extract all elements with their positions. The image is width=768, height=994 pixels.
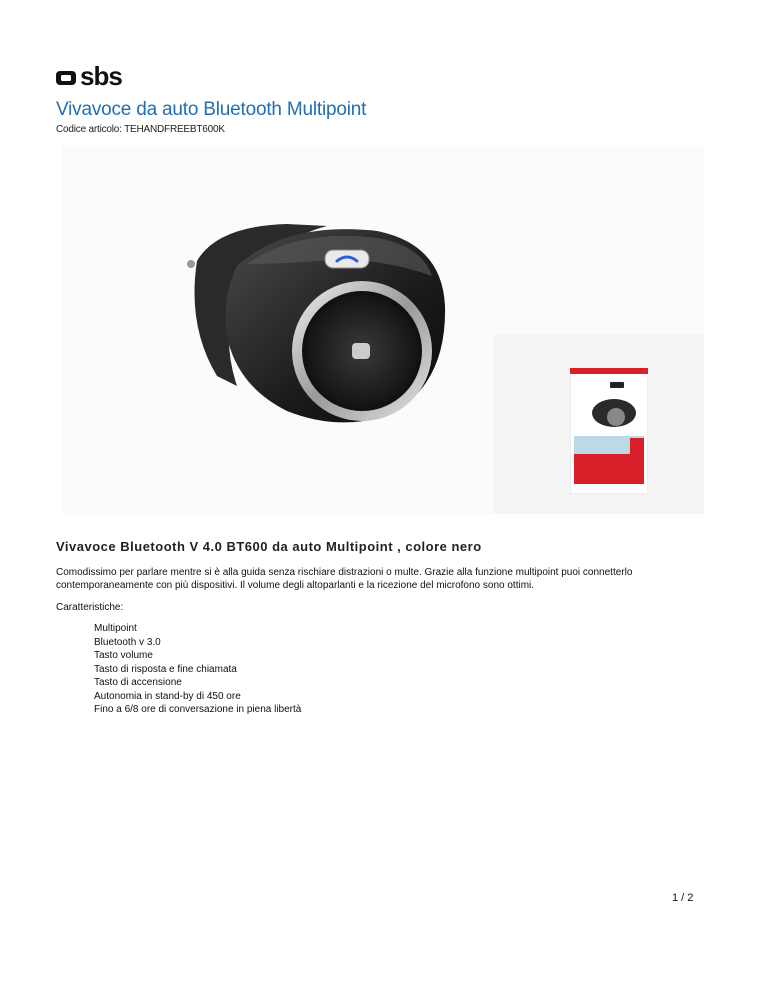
speakerphone-image <box>177 216 457 431</box>
feature-item: Bluetooth v 3.0 <box>94 636 161 648</box>
sbs-logo <box>56 62 136 88</box>
product-title: Vivavoce da auto Bluetooth Multipoint <box>56 99 367 120</box>
page-indicator: 1 / 2 <box>672 892 694 904</box>
product-headline: Vivavoce Bluetooth V 4.0 BT600 da auto Multipoint , colore nero <box>56 539 482 554</box>
product-code: Codice articolo: TEHANDFREEBT600K <box>56 124 225 135</box>
feature-item: Multipoint <box>94 623 137 634</box>
brand-name: sbs <box>80 62 122 88</box>
feature-item: Fino a 6/8 ore di conversazione in piena libertà <box>94 704 302 715</box>
feature-item: Autonomia in stand-by di 450 ore <box>94 690 241 702</box>
feature-item: Tasto di risposta e fine chiamata <box>94 663 237 675</box>
feature-item: Tasto di accensione <box>94 677 182 688</box>
product-description: Comodissimo per parlare mentre si è alla guida senza rischiare distrazioni o multe. Grazie alla funzione multipoint puoi connetterlo contemporaneamente con più dispositivi. Il volume degli altoparlanti e la ricezione del microfono sono ottimi. <box>56 567 633 591</box>
product-image-area <box>62 146 704 514</box>
package-image <box>570 368 648 494</box>
features-list <box>94 622 301 717</box>
feature-item: Tasto volume <box>94 650 153 661</box>
sbs-logo-mark <box>56 62 136 88</box>
features-label: Caratteristiche: <box>56 602 124 613</box>
